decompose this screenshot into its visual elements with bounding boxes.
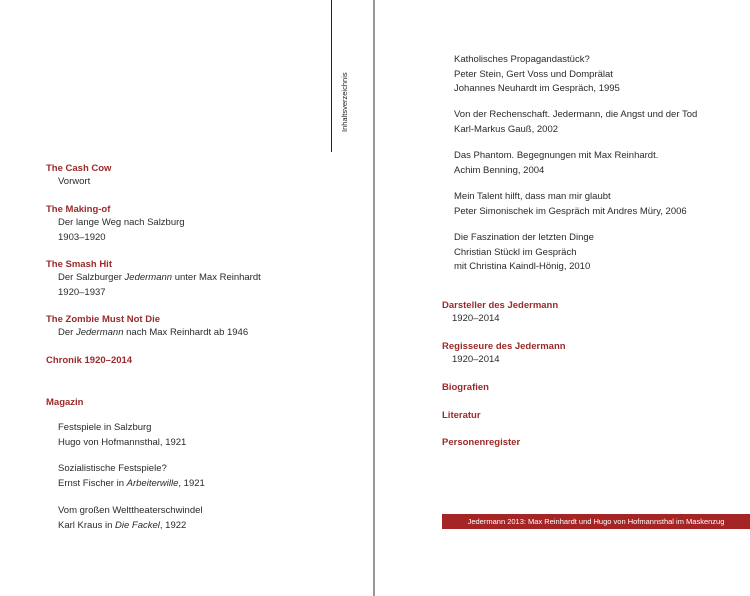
section-title: Biografien xyxy=(442,382,489,393)
item-line: Das Phantom. Begegnungen mit Max Reinhardt. xyxy=(454,150,659,161)
magazin-item[interactable] xyxy=(454,53,620,97)
magazin-item[interactable] xyxy=(58,504,203,533)
item-line: Katholisches Propagandastück? xyxy=(454,54,590,65)
toc-section-magazin[interactable] xyxy=(46,397,83,409)
item-line: mit Christina Kaindl-Hönig, 2010 xyxy=(454,261,591,272)
toc-section-chronik[interactable] xyxy=(46,355,132,367)
text-part: Ernst Fischer in xyxy=(58,477,127,489)
magazin-item[interactable] xyxy=(454,231,594,275)
item-line: Johannes Neuhardt im Gespräch, 1995 xyxy=(454,83,620,94)
text-part: Karl Kraus in xyxy=(58,519,116,531)
section-title: Personenregister xyxy=(442,437,521,448)
section-line: Der lange Weg nach Salzburg xyxy=(58,217,185,228)
section-line xyxy=(46,326,248,341)
item-line: Achim Benning, 2004 xyxy=(454,164,545,176)
section-line: 1920–2014 xyxy=(452,354,500,365)
magazin-item[interactable] xyxy=(454,190,687,219)
item-line: Peter Simonischek im Gespräch mit Andres Müry, 2006 xyxy=(454,205,687,217)
toc-section-biografien[interactable] xyxy=(442,382,489,394)
section-line xyxy=(46,271,261,286)
italic-title: Jedermann xyxy=(124,272,173,283)
section-title: Magazin xyxy=(46,397,84,408)
item-line: Mein Talent hilft, dass man mir glaubt xyxy=(454,191,611,202)
item-line: Die Faszination der letzten Dinge xyxy=(454,232,594,243)
item-line: Karl-Markus Gauß, 2002 xyxy=(454,123,559,135)
text-part: , 1921 xyxy=(178,477,205,489)
text-part: Der Salzburger xyxy=(58,272,125,283)
section-line: 1903–1920 xyxy=(58,231,106,243)
magazin-item[interactable] xyxy=(58,421,186,450)
toc-section-zombie[interactable] xyxy=(46,314,248,341)
magazin-item[interactable] xyxy=(58,462,205,491)
italic-title: Die Fackel xyxy=(115,519,160,531)
section-line: 1920–2014 xyxy=(452,313,500,324)
item-line: Christian Stückl im Gespräch xyxy=(454,246,577,258)
item-line: Sozialistische Festspiele? xyxy=(58,463,167,474)
text-part: Der xyxy=(58,327,76,338)
toc-section-darsteller[interactable] xyxy=(442,300,558,327)
section-line: Vorwort xyxy=(58,176,91,187)
section-title: The Making-of xyxy=(46,204,111,215)
section-title: Darsteller des Jedermann xyxy=(442,300,559,311)
photo-caption: Jedermann 2013: Max Reinhardt und Hugo von Hofmannsthal im Maskenzug xyxy=(467,517,725,526)
section-title: Literatur xyxy=(442,410,481,421)
book-gutter xyxy=(373,0,375,596)
section-line: 1920–1937 xyxy=(58,286,106,298)
item-line xyxy=(58,519,203,534)
magazin-item[interactable] xyxy=(454,149,658,178)
item-line: Peter Stein, Gert Voss und Domprälat xyxy=(454,68,613,80)
section-title: The Cash Cow xyxy=(46,163,112,174)
item-line xyxy=(58,477,205,492)
item-line: Von der Rechenschaft. Jedermann, die Angst und der Tod xyxy=(454,109,698,120)
section-title: Chronik 1920–2014 xyxy=(46,355,133,366)
spine-label-text: Inhaltsverzeichnis xyxy=(340,72,349,132)
text-part: , 1922 xyxy=(159,519,187,531)
toc-section-making-of[interactable] xyxy=(46,204,185,245)
text-part: nach Max Reinhardt ab 1946 xyxy=(123,327,249,338)
item-line: Vom großen Welttheaterschwindel xyxy=(58,505,203,516)
italic-title: Arbeiterwille xyxy=(126,477,179,489)
item-line: Hugo von Hofmannsthal, 1921 xyxy=(58,436,187,448)
toc-section-literatur[interactable] xyxy=(442,410,481,422)
magazin-item[interactable] xyxy=(454,108,697,137)
toc-section-smash-hit[interactable] xyxy=(46,259,261,300)
toc-section-cash-cow[interactable] xyxy=(46,163,111,190)
text-part: unter Max Reinhardt xyxy=(172,272,261,283)
toc-section-personenregister[interactable] xyxy=(442,437,520,449)
italic-title: Jedermann xyxy=(75,327,124,338)
section-title: The Smash Hit xyxy=(46,259,112,270)
section-title: The Zombie Must Not Die xyxy=(46,314,160,325)
photo-caption-bar xyxy=(442,514,750,529)
toc-divider-rule xyxy=(331,0,332,152)
item-line: Festspiele in Salzburg xyxy=(58,422,152,433)
section-title: Regisseure des Jedermann xyxy=(442,341,566,352)
toc-section-regisseure[interactable] xyxy=(442,341,566,368)
spine-label xyxy=(340,52,354,132)
